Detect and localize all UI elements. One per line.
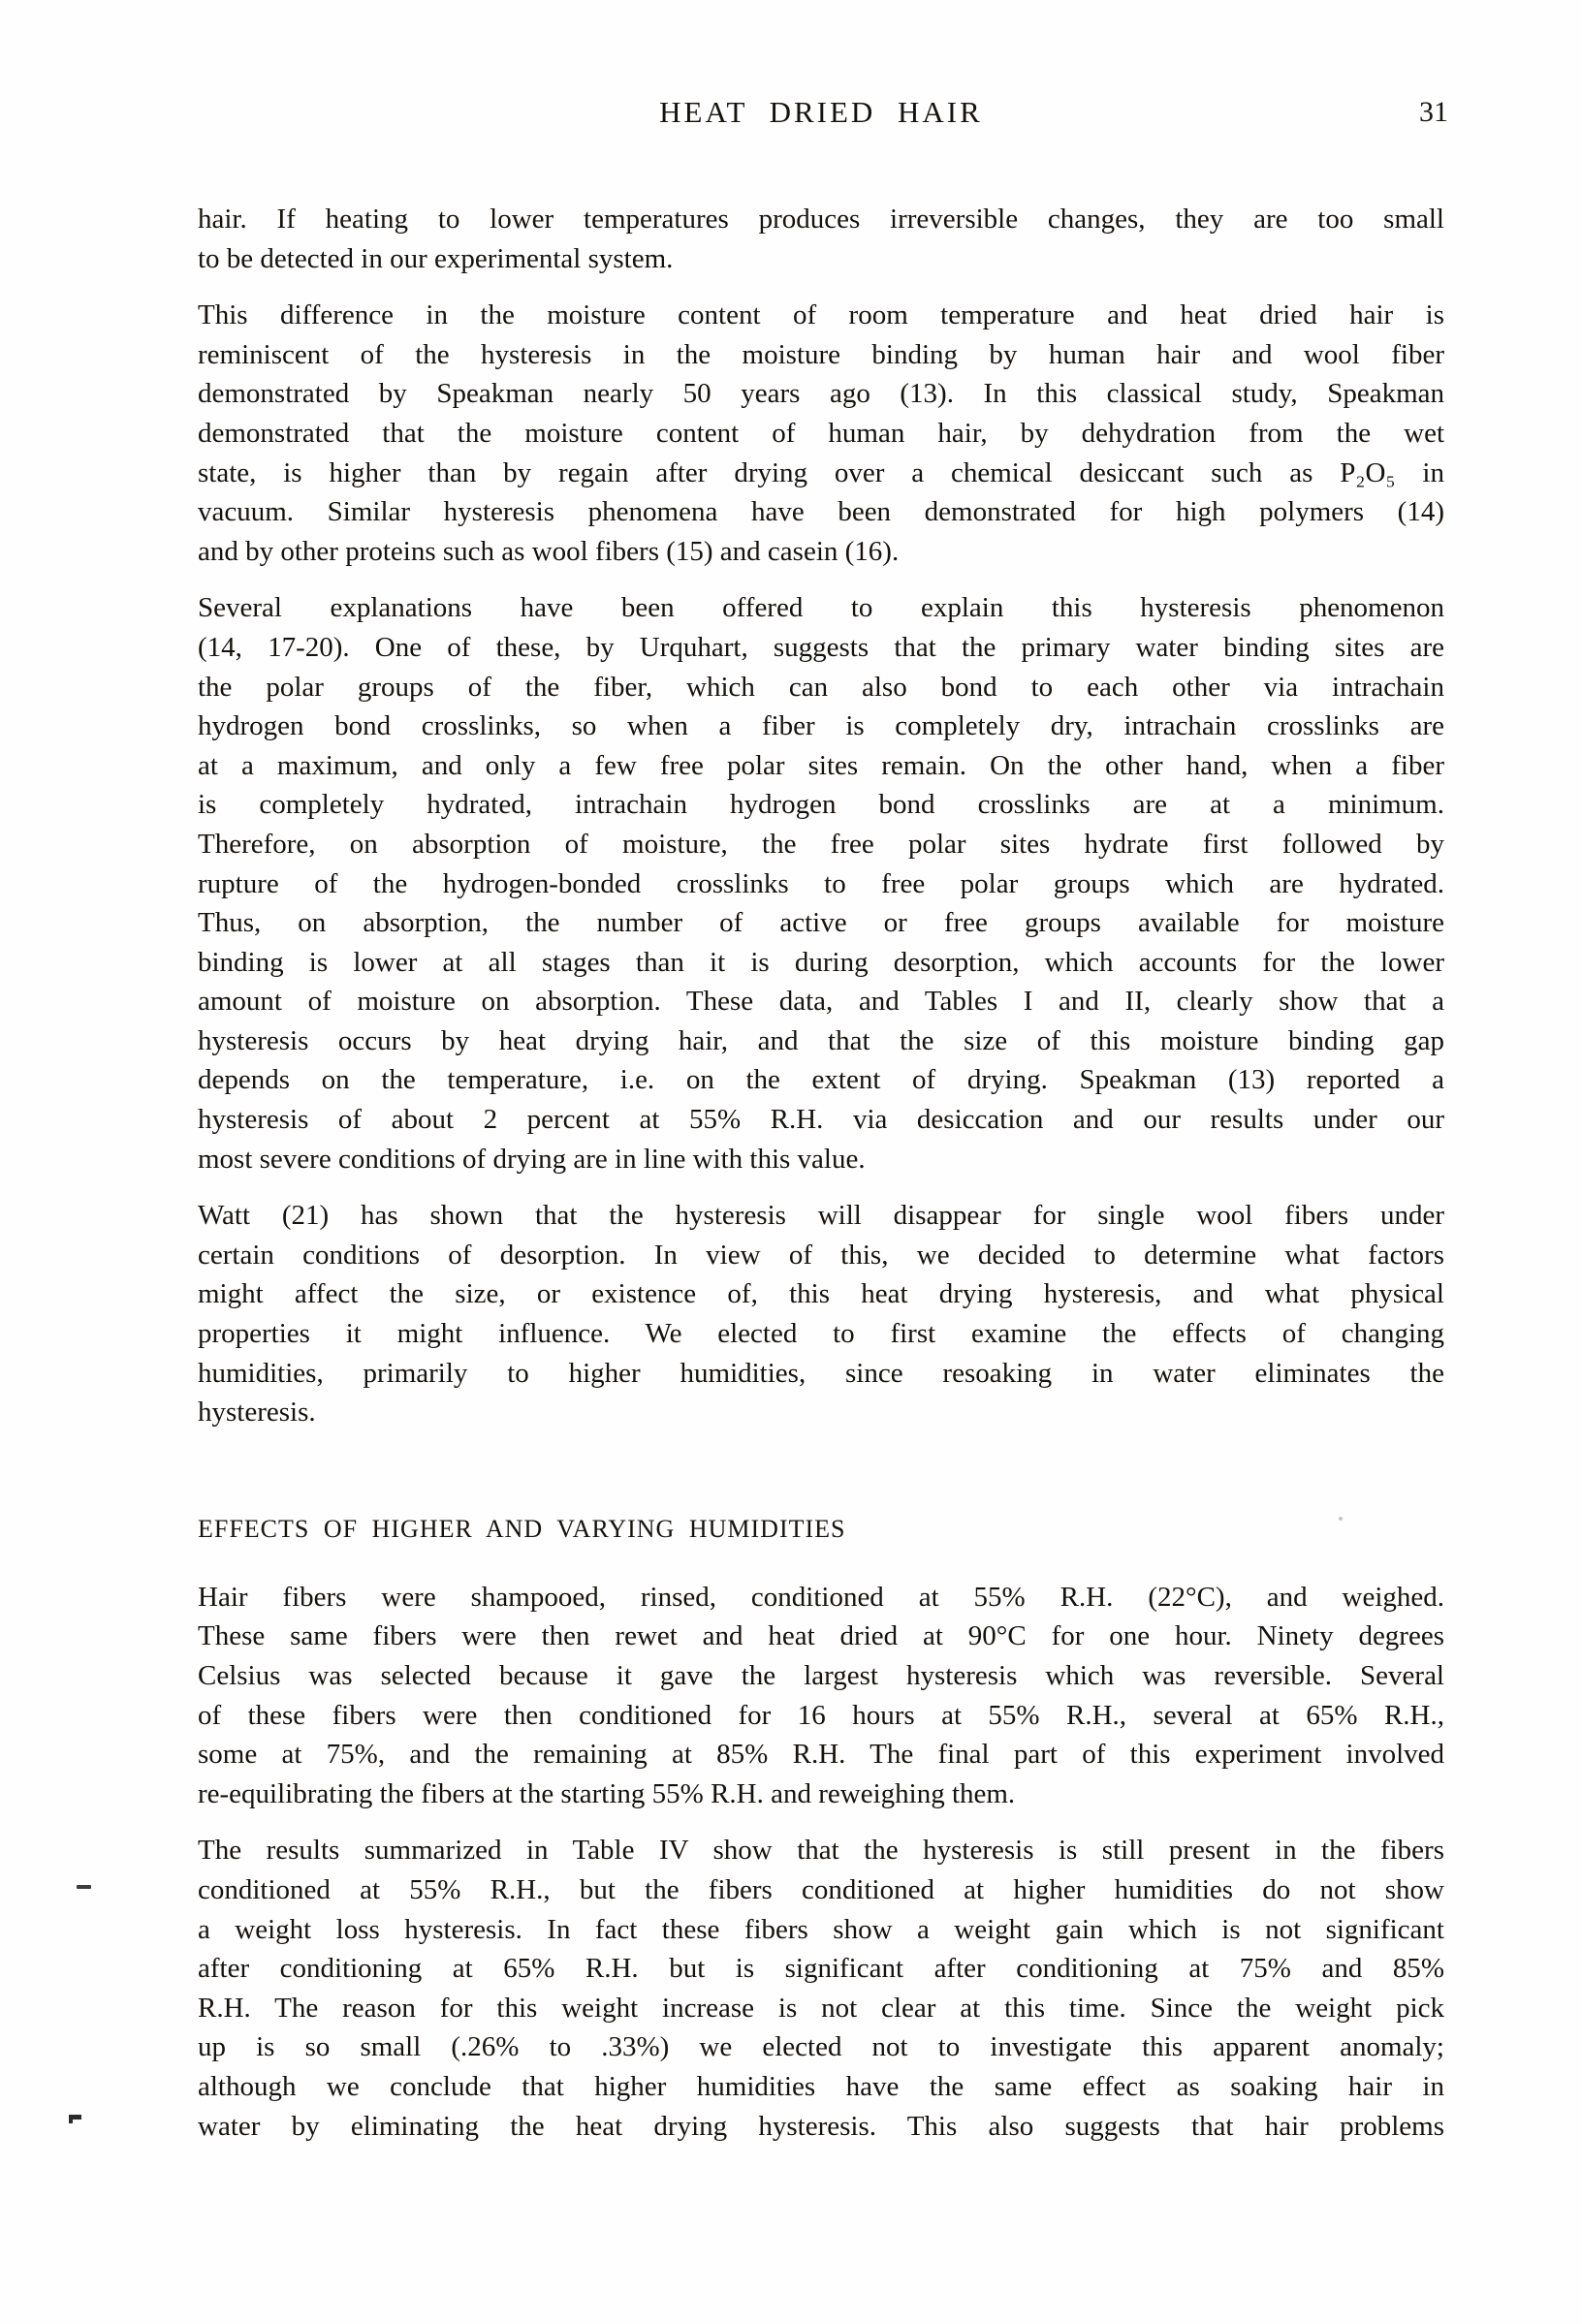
paragraph-line: These same fibers were then rewet and heat dried at 90°C for one hour. Ninety degrees xyxy=(198,1620,1444,1652)
paragraph-line: is completely hydrated, intrachain hydrogen bond crosslinks are at a minimum. xyxy=(198,789,1444,821)
paragraph-line: a weight loss hysteresis. In fact these fibers show a weight gain which is not significant xyxy=(198,1913,1444,1945)
paragraph-line: the polar groups of the fiber, which can also bond to each other via intrachain xyxy=(198,671,1444,703)
paragraph-line: Watt (21) has shown that the hysteresis will disappear for single wool fibers under xyxy=(198,1200,1444,1232)
paragraph-line: hair. If heating to lower temperatures produces irreversible changes, they are too small xyxy=(198,204,1444,235)
paragraph-line: Hair fibers were shampooed, rinsed, conditioned at 55% R.H. (22°C), and weighed. xyxy=(198,1581,1444,1613)
paragraph-line: certain conditions of desorption. In view of this, we decided to determine what factors xyxy=(198,1239,1444,1271)
paragraph-line: hysteresis. xyxy=(198,1397,316,1429)
paragraph-line: The results summarized in Table IV show that the hysteresis is still present in the fibers xyxy=(198,1835,1444,1867)
paragraph-line: of these fibers were then conditioned for 16 hours at 55% R.H., several at 65% R.H., xyxy=(198,1699,1444,1731)
paragraph-line: hydrogen bond crosslinks, so when a fiber is completely dry, intrachain crosslinks are xyxy=(198,710,1444,742)
paragraph-line: up is so small (.26% to .33%) we elected not to investigate this apparent anomaly; xyxy=(198,2031,1444,2063)
paragraph-line: binding is lower at all stages than it is during desorption, which accounts for the lower xyxy=(198,946,1444,978)
paragraph-line: conditioned at 55% R.H., but the fibers conditioned at higher humidities do not show xyxy=(198,1873,1444,1905)
paragraph-line: some at 75%, and the remaining at 85% R.H. The final part of this experiment involved xyxy=(198,1739,1444,1771)
paragraph-line: hysteresis of about 2 percent at 55% R.H. via desiccation and our results under our xyxy=(198,1104,1444,1136)
paragraph-line: at a maximum, and only a few free polar sites remain. On the other hand, when a fiber xyxy=(198,749,1444,781)
paragraph-line: water by eliminating the heat drying hysteresis. This also suggests that hair problems xyxy=(198,2110,1444,2142)
margin-tick-mark xyxy=(69,2115,81,2123)
paragraph-line: This difference in the moisture content of room temperature and heat dried hair is xyxy=(198,299,1444,331)
paragraph-line: Celsius was selected because it gave the largest hysteresis which was reversible. Several xyxy=(198,1660,1444,1691)
paragraph-line: hysteresis occurs by heat drying hair, and that the size of this moisture binding gap xyxy=(198,1024,1444,1056)
paragraph-line: reminiscent of the hysteresis in the moisture binding by human hair and wool fiber xyxy=(198,338,1444,370)
paragraph-line: Several explanations have been offered to explain this hysteresis phenomenon xyxy=(198,592,1444,624)
paragraph-line: and by other proteins such as wool fibers (15) and casein (16). xyxy=(198,535,900,567)
scan-speck-mark xyxy=(1339,1517,1343,1521)
paragraph-line: to be detected in our experimental system. xyxy=(198,242,674,274)
paragraph-line: most severe conditions of drying are in line with this value. xyxy=(198,1143,866,1175)
paragraph xyxy=(198,1578,1444,1814)
paragraph xyxy=(198,1831,1444,2146)
paragraph-line: Therefore, on absorption of moisture, the free polar sites hydrate first followed by xyxy=(198,828,1444,860)
margin-dash-mark xyxy=(77,1885,91,1889)
paragraph xyxy=(198,588,1444,1178)
paragraph-line: re-equilibrating the fibers at the starting 55% R.H. and reweighing them. xyxy=(198,1777,1016,1809)
paragraph xyxy=(198,200,1444,278)
paragraph-line: although we conclude that higher humidities have the same effect as soaking hair in xyxy=(198,2070,1444,2102)
paragraph-line: after conditioning at 65% R.H. but is significant after conditioning at 75% and 85% xyxy=(198,1953,1444,1985)
paragraph-line: properties it might influence. We elected to first examine the effects of changing xyxy=(198,1318,1444,1350)
paragraph-line: R.H. The reason for this weight increase is not clear at this time. Since the weight pick xyxy=(198,1992,1444,2024)
paragraph-line: (14, 17-20). One of these, by Urquhart, suggests that the primary water binding sites are xyxy=(198,631,1444,663)
paragraph-line: demonstrated by Speakman nearly 50 years ago (13). In this classical study, Speakman xyxy=(198,378,1444,410)
section-heading: EFFECTS OF HIGHER AND VARYING HUMIDITIES xyxy=(198,1514,846,1543)
paragraph-line: might affect the size, or existence of, this heat drying hysteresis, and what physical xyxy=(198,1278,1444,1310)
paragraph xyxy=(198,296,1444,571)
paragraph-line: Thus, on absorption, the number of active or free groups available for moisture xyxy=(198,907,1444,939)
paragraph-line: depends on the temperature, i.e. on the extent of drying. Speakman (13) reported a xyxy=(198,1064,1444,1096)
paragraph-line: amount of moisture on absorption. These data, and Tables I and II, clearly show that a xyxy=(198,986,1444,1018)
page-header xyxy=(198,95,1448,138)
paragraph-line: rupture of the hydrogen-bonded crosslinks to free polar groups which are hydrated. xyxy=(198,867,1444,899)
page-title: HEAT DRIED HAIR xyxy=(659,95,983,129)
paragraph xyxy=(198,1196,1444,1432)
paragraph-line: vacuum. Similar hysteresis phenomena have been demonstrated for high polymers (14) xyxy=(198,496,1444,528)
paragraph-line: state, is higher than by regain after drying over a chemical desiccant such as P₂O₅ in xyxy=(198,456,1444,488)
paragraph-line: humidities, primarily to higher humidities, since resoaking in water eliminates the xyxy=(198,1357,1444,1389)
page-number: 31 xyxy=(1419,96,1448,128)
text-column xyxy=(198,200,1444,2163)
paragraph-line: demonstrated that the moisture content of human hair, by dehydration from the wet xyxy=(198,417,1444,449)
